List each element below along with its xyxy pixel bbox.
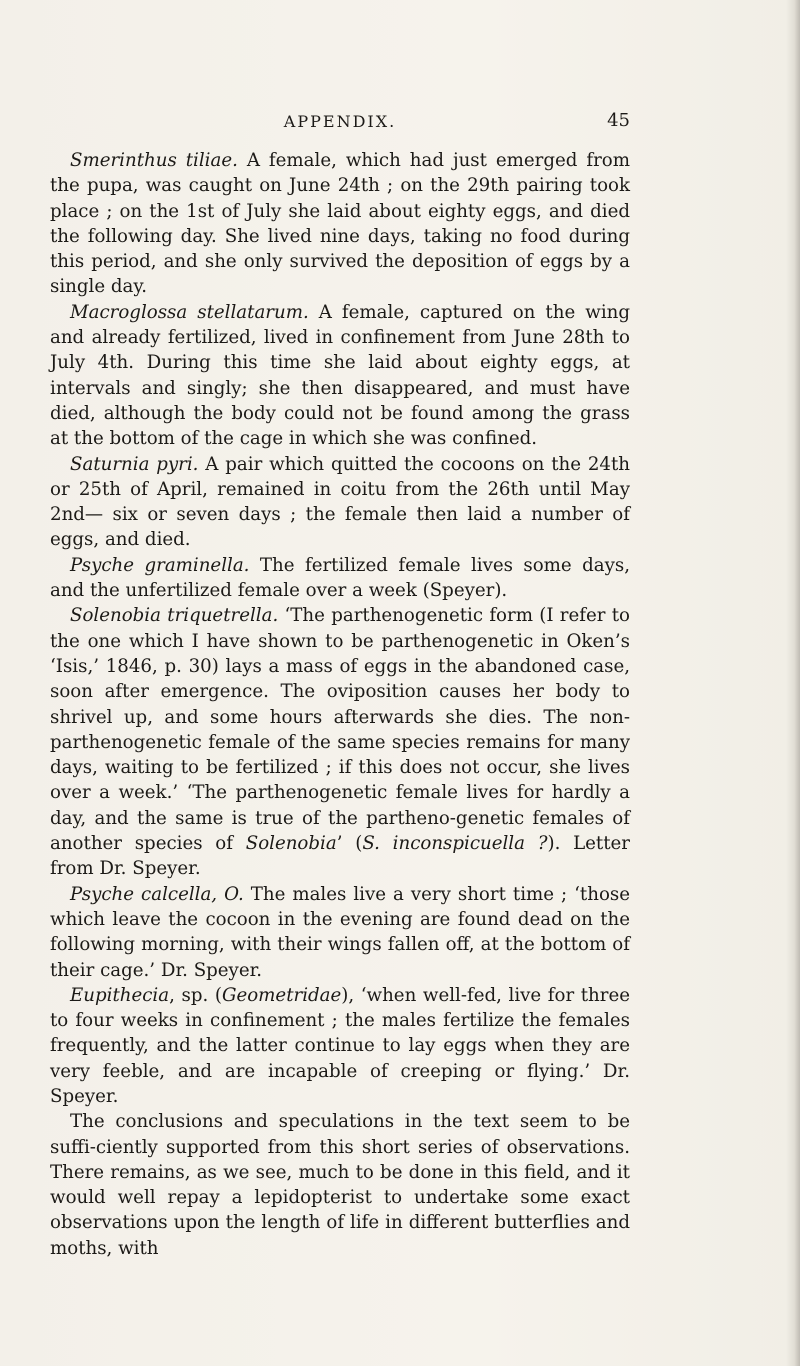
species-name: Solenobia triquetrella.: [70, 605, 279, 627]
running-head: APPENDIX.: [283, 112, 397, 131]
paragraph-psyche-calcella: Psyche calcella, O. The males live a very short time ; ‘those which leave the cocoon in the evening are found dead on the following morning, with their wings fallen off, at the bottom of their cage.’ Dr. Speyer.: [50, 883, 631, 981]
paragraph-eupithecia: Eupithecia, sp. (Geometridae), ‘when well-fed, live for three to four weeks in confinement ; the males fertilize the females frequently, and the latter continue to lay eggs when they are very feeble, and are incapable of creeping or flying.’ Dr. Speyer.: [50, 984, 630, 1107]
species-name: Eupithecia: [70, 984, 170, 1006]
paragraph-conclusions: The conclusions and speculations in the text seem to be suffi-ciently supported from this short series of observations. There remains, as we see, much to be done in this field, and it would well repay a lepidopterist to undertake some exact observations upon the length of life in different butterflies and moths, with: [50, 1111, 630, 1259]
paragraph-smerinthus: Smerinthus tiliae. A female, which had just emerged from the pupa, was caught on June 24th ; on the 29th pairing took place ; on the 1st of July she laid about eighty eggs, and died the following day. She lived nine days, taking no food during this period, and she only survived the deposition of eggs by a single day.: [50, 150, 630, 298]
species-name: Macroglossa stellatarum.: [70, 301, 309, 323]
paragraph-solenobia: Solenobia triquetrella. ‘The parthenogenetic form (I refer to the one which I have shown to be parthenogenetic in Oken’s ‘Isis,’ 1846, p. 30) lays a mass of eggs in the abandoned case, soon after emergence. The oviposition causes her body to shrivel up, and some hours afterwards she dies. The non-parthenogenetic female of the same species remains for many days, waiting to be fertilized ; if this does not occur, she lives over a week.’ ‘The parthenogenetic female lives for hardly a day, and the same is true of the partheno-genetic females of another species of Solenobia’ (S. inconspicuella ?). Letter from Dr. Speyer.: [50, 605, 631, 880]
page-number: 45: [607, 110, 630, 131]
paragraph-saturnia: Saturnia pyri. A pair which quitted the cocoons on the 24th or 25th of April, remained in coitu from the 26th until May 2nd— six or seven days ; the female then laid a number of eggs, and died.: [50, 453, 630, 551]
paragraph-macroglossa: Macroglossa stellatarum. A female, captured on the wing and already fertilized, lived in confinement from June 28th to July 4th. During this time she laid about eighty eggs, at intervals and singly; she then disappeared, and must have died, although the body could not be found among the grass at the bottom of the cage in which she was confined.: [50, 301, 630, 450]
page-header: [50, 112, 630, 140]
body-text: [50, 148, 630, 1261]
paragraph-psyche-graminella: Psyche graminella. The fertilized female lives some days, and the unfertilized female over a week (Speyer).: [50, 554, 631, 602]
species-name: Saturnia pyri.: [70, 453, 199, 475]
page-edge-shadow: [786, 0, 800, 1366]
species-name: Smerinthus tiliae.: [70, 150, 238, 171]
species-name: Psyche calcella, O.: [70, 883, 244, 905]
species-name: Psyche graminella.: [70, 554, 250, 576]
